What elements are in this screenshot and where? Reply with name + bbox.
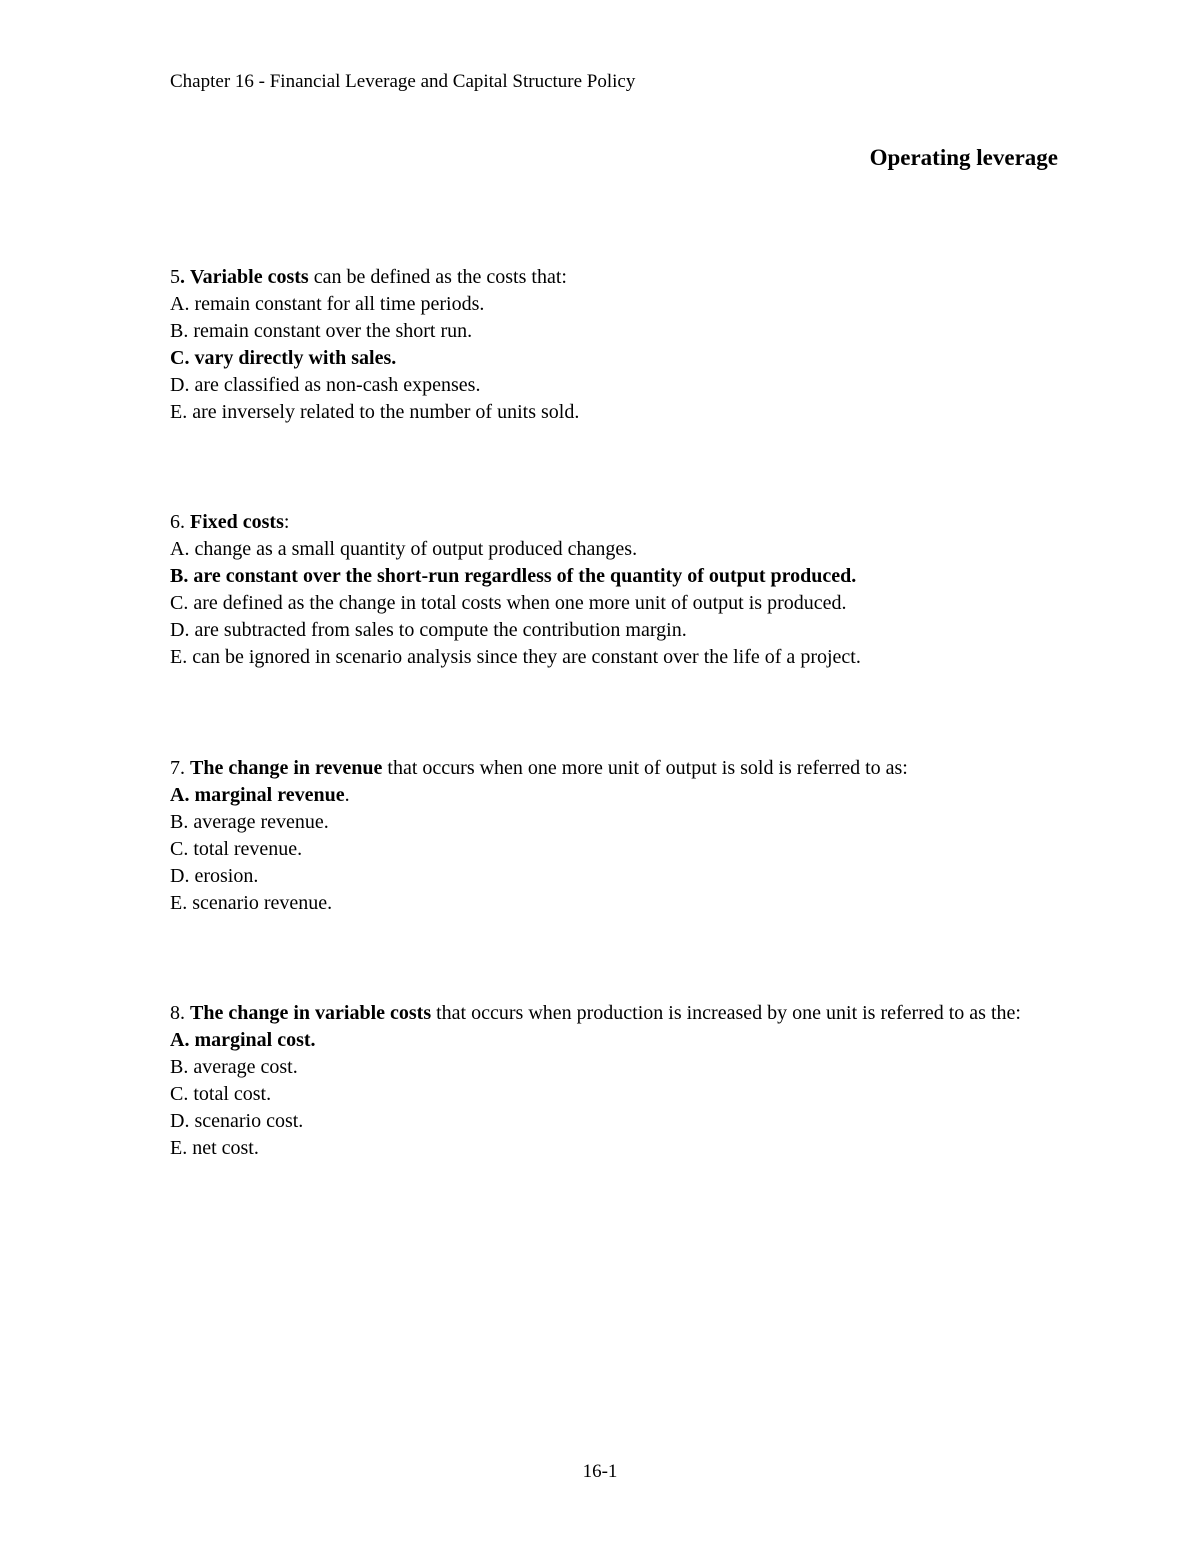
chapter-header: Chapter 16 - Financial Leverage and Capital Structure Policy <box>170 71 636 92</box>
answer-option-a: A. change as a small quantity of output produced changes. <box>170 538 638 560</box>
answer-option-c: C. total cost. <box>170 1083 272 1105</box>
question-stem <box>170 264 1050 291</box>
question-stem <box>170 1000 1050 1027</box>
answer-option-d: D. scenario cost. <box>170 1110 304 1132</box>
question-number-suffix: . <box>180 511 190 533</box>
answer-option-b: B. average revenue. <box>170 811 329 833</box>
answer-option-d: D. erosion. <box>170 865 259 887</box>
answer-option-b-correct: B. are constant over the short-run regardless of the quantity of output produced. <box>170 565 857 587</box>
answer-option-b: B. average cost. <box>170 1056 298 1078</box>
answer-option-a: A. remain constant for all time periods. <box>170 293 485 315</box>
answer-option-c: C. total revenue. <box>170 838 303 860</box>
answer-option-a-correct: A. marginal cost. <box>170 1029 316 1051</box>
question-stem <box>170 509 1050 536</box>
question-5 <box>170 264 1050 426</box>
answer-option-e: E. net cost. <box>170 1137 259 1159</box>
question-keyword: Fixed costs <box>190 511 284 533</box>
question-7 <box>170 755 1050 917</box>
question-keyword: The change in variable costs <box>190 1002 432 1024</box>
answer-option-c: C. are defined as the change in total costs when one more unit of output is produced. <box>170 592 847 614</box>
answer-option-a-text: A. marginal revenue <box>170 784 345 806</box>
answer-option-d: D. are subtracted from sales to compute the contribution margin. <box>170 619 687 641</box>
answer-option-e: E. can be ignored in scenario analysis since they are constant over the life of a project. <box>170 646 861 668</box>
answer-option-a-correct <box>170 782 1050 809</box>
answer-option-c-correct: C. vary directly with sales. <box>170 347 397 369</box>
question-stem <box>170 755 1050 782</box>
question-8 <box>170 1000 1050 1162</box>
question-number-suffix: . <box>180 266 185 288</box>
question-keyword: Variable costs <box>190 266 309 288</box>
question-number-suffix: . <box>180 757 190 779</box>
question-stem-text: can be defined as the costs that: <box>308 266 567 288</box>
answer-option-e: E. are inversely related to the number of units sold. <box>170 401 580 423</box>
answer-option-a-period: . <box>344 784 350 806</box>
question-number: 7 <box>170 757 180 779</box>
answer-option-e: E. scenario revenue. <box>170 892 333 914</box>
question-stem-text: that occurs when production is increased by one unit is referred to as the: <box>431 1002 1021 1024</box>
question-number-suffix: . <box>180 1002 190 1024</box>
section-title: Operating leverage <box>869 145 1058 170</box>
question-number: 8 <box>170 1002 180 1024</box>
question-stem-text: that occurs when one more unit of output is sold is referred to as: <box>382 757 908 779</box>
question-number: 5 <box>170 266 180 288</box>
page-number: 16-1 <box>582 1461 618 1482</box>
question-keyword: The change in revenue <box>190 757 383 779</box>
question-number: 6 <box>170 511 180 533</box>
question-stem-text: : <box>283 511 290 533</box>
answer-option-d: D. are classified as non-cash expenses. <box>170 374 481 396</box>
answer-option-b: B. remain constant over the short run. <box>170 320 473 342</box>
question-6 <box>170 509 1050 671</box>
